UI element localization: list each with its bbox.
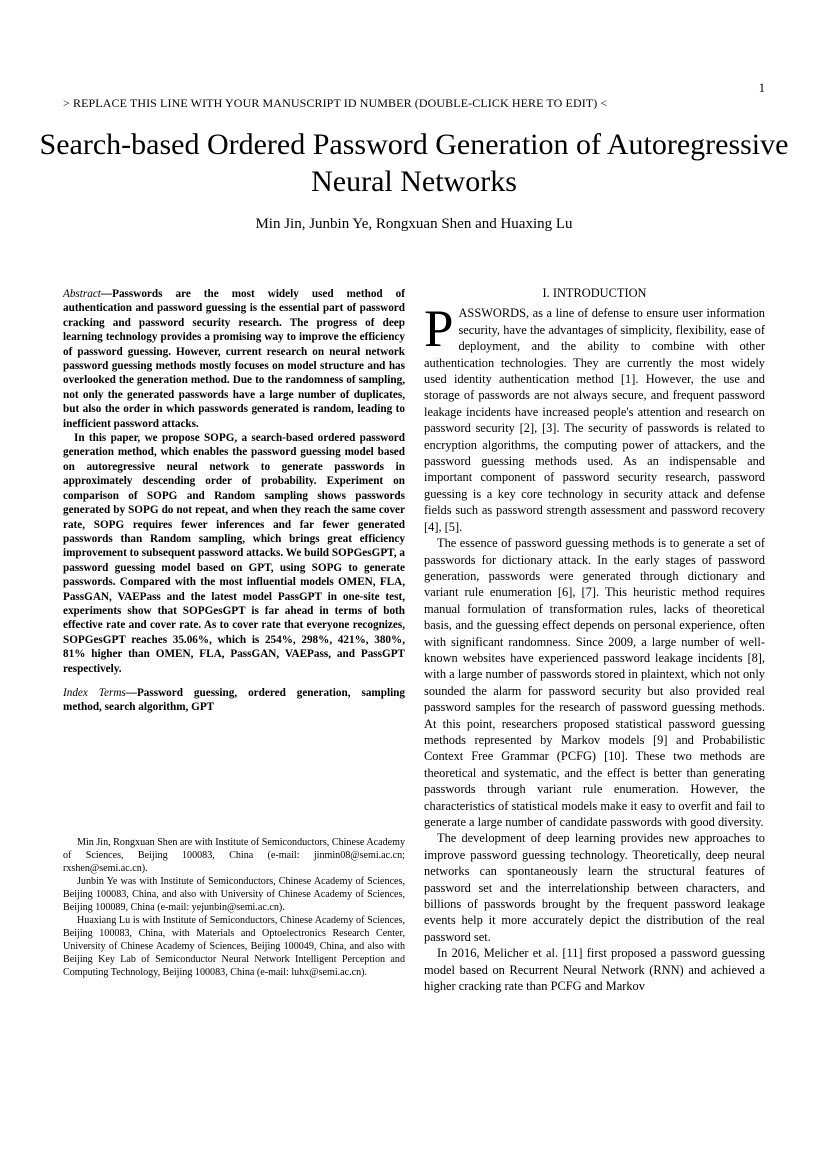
abstract-text-1: Passwords are the most widely used method of authentication and password guessing is the essential part of password cracking and password security research. The progress of deep learning technology provides a promising way to improve the efficiency of password guessing. However, current research on neural network password guessing methods mostly focuses on model structure and has overlooked the generation method. Due to the randomness of sampling, not only the generated passwords have a large number of duplicates, but also the order in which passwords generated is random, leading to inefficient password attacks. <box>63 288 405 430</box>
right-column <box>424 285 765 994</box>
abstract-paragraph-2: In this paper, we propose SOPG, a search-based ordered password generation method, which enables the password guessing model based on autoregressive neural network to generate passwords in approximately descending order of probability. Experiment on comparison of SOPG and Random sampling shows passwords generated by SOPG do not repeat, and when they reach the same cover rate, SOPG requires fewer inferences and far fewer generated passwords than Random sampling, which brings great efficiency improvement to subsequent password attacks. We build SOPGesGPT, a password guessing model based on GPT, using SOPG to generate passwords. Compared with the most influential models OMEN, FLA, PassGAN, VAEPass and the latest model PassGPT in one-site test, experiments show that SOPGesGPT is far ahead in terms of both effective rate and cover rate. As to cover rate that everyone recognizes, SOPGesGPT reaches 35.06%, which is 254%, 298%, 421%, 380%, 81% higher than OMEN, FLA, PassGAN, VAEPass, and PassGPT respectively. <box>63 432 405 675</box>
author-footnotes <box>63 836 405 979</box>
author-list: Min Jin, Junbin Ye, Rongxuan Shen and Huaxing Lu <box>255 216 573 232</box>
intro-paragraph-4: In 2016, Melicher et al. [11] first proposed a password guessing model based on Recurrent Neural Network (RNN) and achieved a higher cracking rate than PCFG and Markov <box>424 946 765 994</box>
index-terms <box>63 686 405 715</box>
footnote-2: Junbin Ye was with Institute of Semiconductors, Chinese Academy of Sciences, Beijing 100083, China, and also with University of Chinese Academy of Sciences, Beijing 100089, China (e-mail: yejunbin@semi.ac.cn). <box>63 876 405 913</box>
paper-title: Search-based Ordered Password Generation of Autoregressive Neural Networks <box>39 128 789 198</box>
index-terms-dash: — <box>125 686 137 699</box>
intro-paragraph-1 <box>424 300 765 535</box>
intro-paragraph-2: The essence of password guessing methods is to generate a set of passwords for dictionary attack. In the early stages of password generation, passwords were generated through dictionary and variant rule enumeration [6], [7]. This heuristic method requires manual formulation of transformation rules, lacks of theoretical basis, and the guessing effect depends on personal experience, often with significant randomness. Since 2009, a large number of well-known websites have experienced password leakage incidents [8], with a large number of passwords stored in plaintext, which not only sounded the alarm for password security but also provided real password samples for the research of password guessing methods. At this point, researchers proposed statistical password guessing methods represented by Markov models [9] and Probabilistic Context Free Grammar (PCFG) [10]. These two methods are theoretical and systematic, and the effect is better than generating passwords through variant rule enumeration. However, the characteristics of statistical models make it easy to overfit and fail to generate a large number of candidate passwords with good diversity. <box>424 536 765 829</box>
index-terms-label: Index Terms <box>63 686 126 699</box>
drop-cap: P <box>424 300 454 359</box>
section-heading-introduction: I. INTRODUCTION <box>542 286 647 300</box>
footnote-3: Huaxiang Lu is with Institute of Semiconductors, Chinese Academy of Sciences, Beijing 100083, China, with Materials and Optoelectronics Research Center, University of Chinese Academy of Sciences, Beijing 100049, China, and also with Beijing Key Lab of Semiconductor Neural Network Intelligent Perception and Computing Technology, Beijing 100083, China (e-mail: luhx@semi.ac.cn). <box>63 915 405 978</box>
left-column <box>63 287 405 715</box>
abstract-label: Abstract <box>63 288 101 300</box>
intro-paragraph-3: The development of deep learning provides new approaches to improve password guessing technology. Theoretically, deep neural networks can spontaneously learn the structural features of password set and the interrelationship between characters, and billions of passwords brought by the frequent password leakage events help it more accurately depict the distribution of the real password set. <box>424 831 765 944</box>
intro-paragraph-1-text: ASSWORDS, as a line of defense to ensure user information security, have the advantages of simplicity, flexibility, ease of deployment, and the ability to combine with other authentication technologies. They are currently the most widely used identity authentication method [1]. However, the use and storage of passwords are not always secure, and frequent password leakage incidents have increased people's attention and research on password security [2], [3]. The security of passwords is related to encryption algorithms, the computing power of attackers, and the password guessing methods used. As an indispensable and important component of password security research, password guessing is a key core technology in security attack and defense fields such as password strength assessment and password recovery [4], [5]. <box>424 306 765 534</box>
index-terms-text: Password guessing, ordered generation, sampling method, search algorithm, GPT <box>63 686 405 714</box>
page-number: 1 <box>758 81 765 95</box>
manuscript-id-line: > REPLACE THIS LINE WITH YOUR MANUSCRIPT ID NUMBER (DOUBLE-CLICK HERE TO EDIT) < <box>63 96 608 110</box>
footnote-1: Min Jin, Rongxuan Shen are with Institute of Semiconductors, Chinese Academy of Sciences, Beijing 100083, China (e-mail: jinmin08@semi.ac.cn; rxshen@semi.ac.cn). <box>63 837 405 874</box>
abstract-paragraph-1 <box>63 287 405 431</box>
abstract-dash: — <box>100 288 113 300</box>
